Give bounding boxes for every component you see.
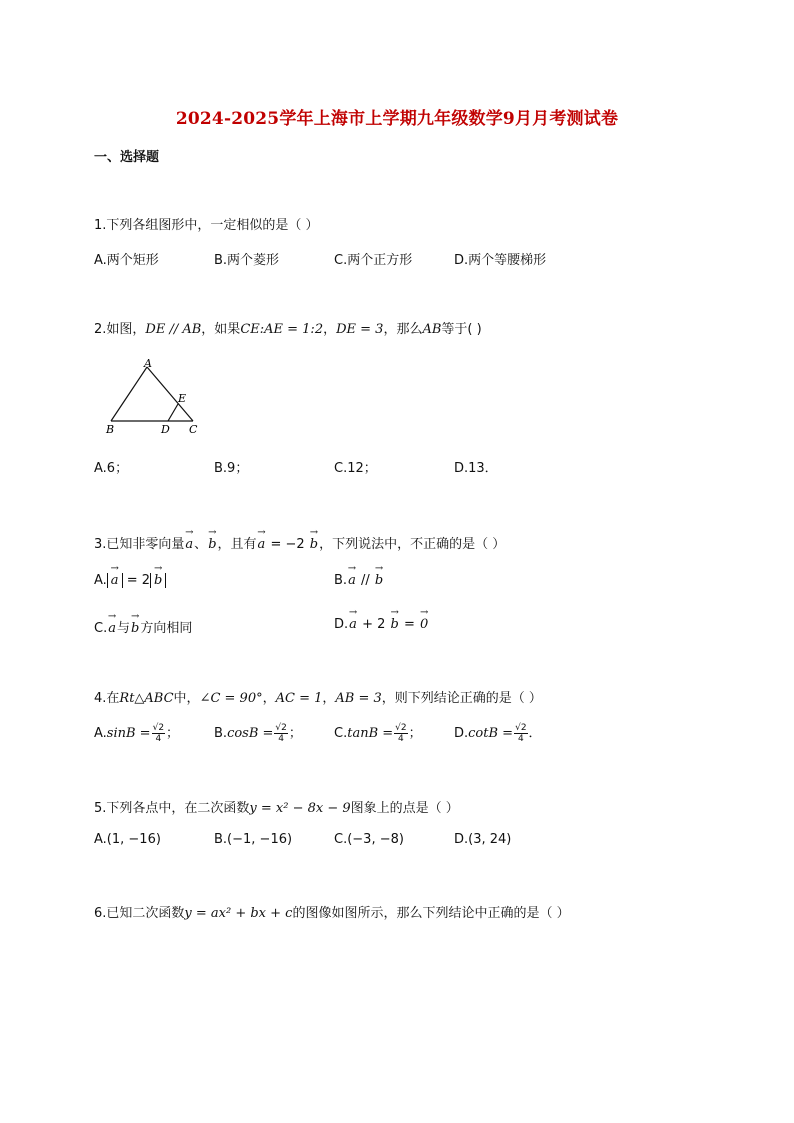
fraction-numerator: √2 [515, 723, 527, 733]
q5-stem-suffix: 图象上的点是（ ） [350, 801, 459, 816]
vector-b: → b [130, 621, 140, 636]
vector-a: → a [348, 617, 358, 632]
q2-condition-length: DE = 3 [336, 322, 384, 337]
zero-vector: → 0 [419, 617, 429, 632]
q6-stem-suffix: 的图像如图所示，那么下列结论中正确的是（ ） [292, 906, 570, 921]
q4-condition-ac: AC = 1 [275, 691, 323, 706]
q6-stem-prefix: 6.已知二次函数 [94, 906, 185, 921]
question-3-option-c [94, 617, 192, 636]
q4-separator: ， [322, 691, 336, 706]
option-prefix: D. [334, 617, 349, 632]
q2-stem-text: ，那么 [383, 322, 423, 337]
question-4-option-c [334, 722, 422, 744]
segment-de [168, 404, 178, 421]
question-1-option-d: D.两个等腰梯形 [454, 253, 547, 268]
question-5-option-c: C.(−3, −8) [334, 832, 404, 847]
question-5-stem [94, 797, 459, 816]
option-end: ； [166, 726, 180, 741]
option-prefix: C. [334, 726, 348, 741]
label-a: A [144, 357, 152, 370]
question-4-stem [94, 687, 542, 706]
question-3-option-a [94, 573, 166, 588]
fraction-numerator: √2 [395, 723, 407, 733]
label-b: B [106, 423, 115, 436]
trig-function: sinB = [106, 726, 151, 741]
q4-stem-text: 中， [173, 691, 200, 706]
option-end: ； [408, 726, 422, 741]
q6-function: y = ax² + bx + c [184, 906, 293, 921]
q3-option-a-eq: = 2 [126, 573, 150, 588]
question-4-option-a [94, 722, 179, 744]
q2-stem-prefix: 2.如图， [94, 322, 146, 337]
option-end: ． [528, 726, 542, 741]
question-5-option-d: D.(3, 24) [454, 832, 512, 847]
fraction [394, 723, 407, 744]
q2-condition-parallel: DE // AB [145, 322, 202, 337]
fraction-denominator: 4 [278, 734, 285, 744]
vector-b: → b [207, 537, 217, 552]
question-2-stem [94, 318, 482, 337]
label-e: E [178, 392, 187, 405]
segment-ac [147, 367, 193, 421]
question-3-stem [94, 533, 505, 552]
vector-b: → b [390, 617, 400, 632]
parallel-symbol: // [360, 573, 370, 588]
q2-condition-ratio: CE:AE = 1:2 [240, 322, 324, 337]
vector-a: → a [347, 573, 357, 588]
q2-stem-text: ， [323, 322, 337, 337]
q4-triangle: Rt△ABC [119, 691, 174, 706]
fraction-numerator: √2 [275, 723, 287, 733]
question-4-option-b [214, 722, 302, 744]
q3-separator: 、 [194, 537, 208, 552]
question-2-option-a: A.6； [94, 461, 129, 476]
label-c: C [189, 423, 198, 436]
question-1-option-c: C.两个正方形 [334, 253, 413, 268]
option-prefix: A. [94, 573, 107, 588]
trig-function: cotB = [468, 726, 514, 741]
q4-condition-angle: ∠C = 90° [199, 691, 263, 706]
question-5-option-b: B.(−1, −16) [214, 832, 293, 847]
q3-option-c-text: 方向相同 [140, 621, 193, 636]
q4-condition-ab: AB = 3 [335, 691, 382, 706]
abs-vector-b [150, 573, 166, 588]
document-title: 2024-2025学年上海市上学期九年级数学9月月考测试卷 [175, 109, 619, 129]
abs-vector-a [107, 573, 123, 588]
vector-a: → a [107, 621, 117, 636]
trig-function: cosB = [227, 726, 274, 741]
q4-stem-suffix: ，则下列结论正确的是（ ） [381, 691, 542, 706]
option-end: ； [288, 726, 302, 741]
question-2-option-c: C.12； [334, 461, 377, 476]
question-4-option-d [454, 722, 542, 744]
fraction-denominator: 4 [398, 734, 404, 744]
fraction [274, 723, 287, 744]
q3-option-c-text: 与 [116, 621, 130, 636]
option-prefix: A. [94, 726, 107, 741]
segment-ab [111, 367, 147, 421]
triangle-figure [100, 355, 210, 437]
q4-separator: ， [262, 691, 276, 706]
fraction [152, 723, 165, 744]
fraction [514, 723, 527, 744]
option-prefix: D. [454, 726, 469, 741]
q3-stem-text: ，且有 [217, 537, 257, 552]
q3-option-d-eq: = [403, 617, 415, 632]
vector-b: → b [153, 573, 163, 588]
q3-option-d-text: + 2 [362, 617, 386, 632]
option-prefix: B. [334, 573, 348, 588]
trig-function: tanB = [347, 726, 394, 741]
q5-function: y = x² − 8x − 9 [249, 801, 351, 816]
vector-a: → a [257, 537, 267, 552]
question-2-option-b: B.9； [214, 461, 249, 476]
question-3-option-d [334, 617, 429, 632]
fraction-numerator: √2 [152, 723, 165, 733]
question-1-option-b: B.两个菱形 [214, 253, 280, 268]
fraction-denominator: 4 [155, 734, 162, 744]
question-2-option-d: D.13． [454, 461, 498, 476]
q4-stem-prefix: 4.在 [94, 691, 120, 706]
fraction-denominator: 4 [517, 734, 524, 744]
q2-stem-suffix: 等于( ) [441, 322, 482, 337]
question-5-option-a: A.(1, −16) [94, 832, 161, 847]
label-d: D [161, 423, 170, 436]
q2-target-segment: AB [422, 322, 442, 337]
question-6-stem [94, 902, 570, 921]
vector-b: → b [309, 537, 319, 552]
q5-stem-prefix: 5.下列各点中，在二次函数 [94, 801, 250, 816]
question-1-stem: 1.下列各组图形中，一定相似的是（ ） [94, 218, 319, 233]
question-3-option-b [334, 573, 384, 588]
q2-stem-text: ，如果 [201, 322, 241, 337]
section-heading: 一、选择题 [94, 150, 160, 165]
vector-a: → a [184, 537, 194, 552]
q3-stem-prefix: 3.已知非零向量 [94, 537, 185, 552]
q3-equation: = −2 [270, 537, 305, 552]
option-prefix: C. [94, 621, 108, 636]
q3-stem-suffix: ，下列说法中，不正确的是（ ） [319, 537, 506, 552]
question-1-option-a: A.两个矩形 [94, 253, 159, 268]
option-prefix: B. [214, 726, 228, 741]
vector-b: → b [374, 573, 384, 588]
vector-a: → a [110, 573, 120, 588]
